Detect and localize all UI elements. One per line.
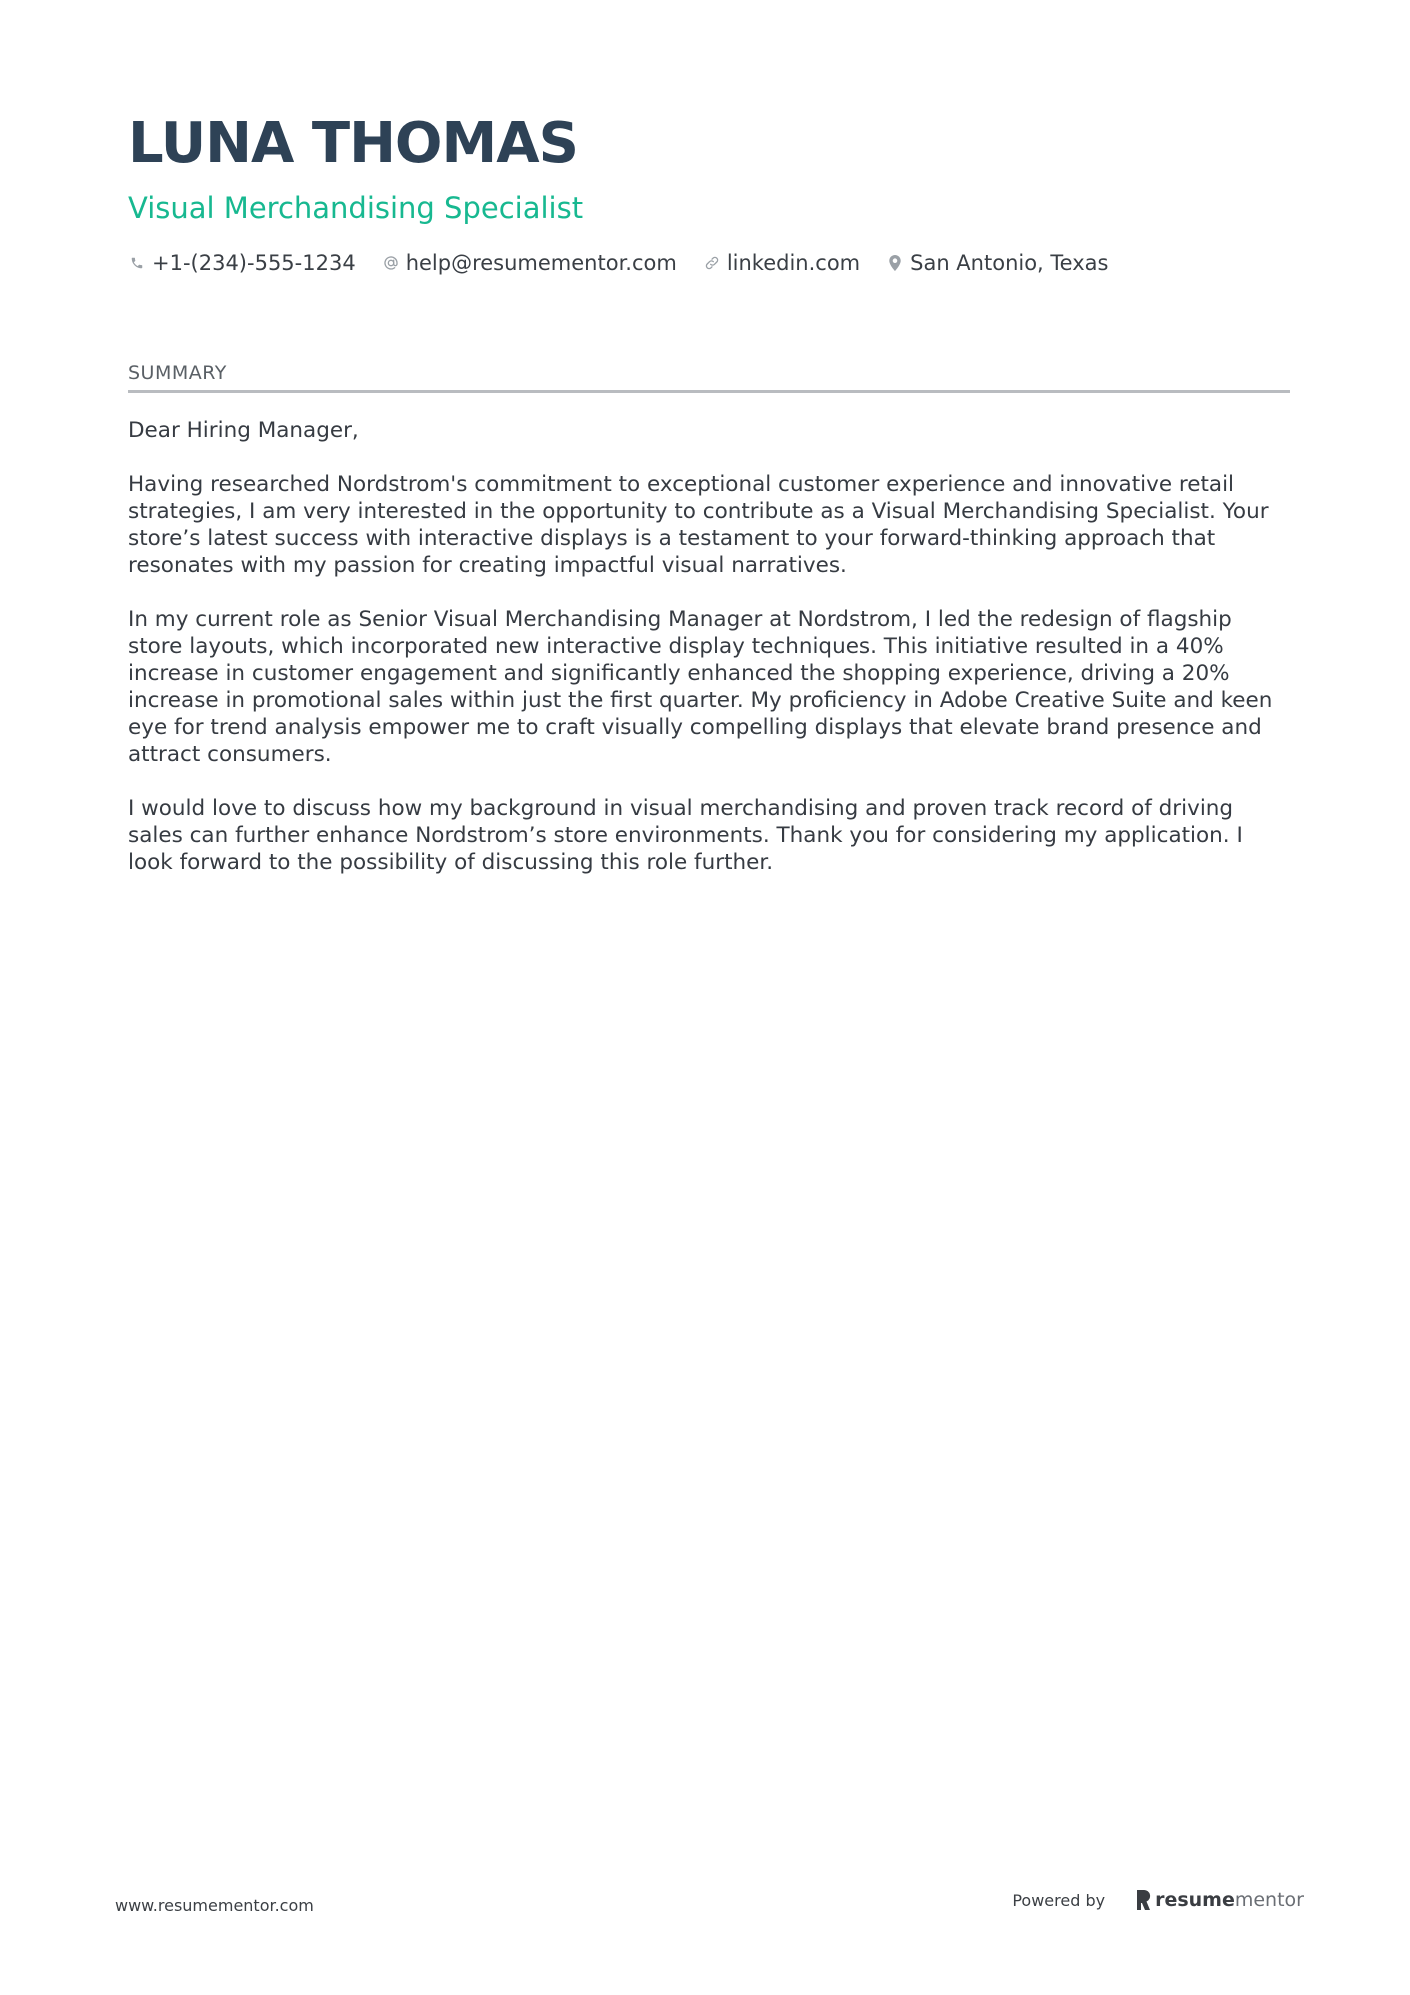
contact-phone: [128, 248, 356, 278]
contact-bar: [128, 248, 1288, 278]
contact-linkedin: [703, 248, 860, 278]
contact-email-text: help@resumementor.com: [405, 251, 677, 275]
brand-name-bold: resume: [1155, 1889, 1235, 1911]
job-title: Visual Merchandising Specialist: [128, 191, 584, 225]
summary-section: [128, 360, 1290, 903]
contact-location-text: San Antonio, Texas: [910, 251, 1109, 275]
at-icon: [382, 254, 400, 272]
resumementor-logo-icon: [1135, 1890, 1151, 1910]
contact-phone-text: +1-(234)-555-1234: [152, 251, 356, 275]
brand-logo[interactable]: [1135, 1889, 1304, 1911]
cover-letter-body: [128, 417, 1290, 876]
paragraph-2: In my current role as Senior Visual Merchandising Manager at Nordstrom, I led the redesign of flagship store layouts, which incorporated new interactive display techniques. This initiative resulted in a 40% increase in customer engagement and significantly enhanced the shopping experience, driving a 20% increase in promotional sales within just the first quarter. My proficiency in Adobe Creative Suite and keen eye for trend analysis empower me to craft visually compelling displays that elevate brand presence and attract consumers.: [128, 607, 1273, 767]
footer-branding: [1012, 1889, 1304, 1911]
paragraph-3: I would love to discuss how my background in visual merchandising and proven track record of driving sales can further enhance Nordstrom’s store environments. Thank you for considering my application. I look forward to the possibility of discussing this role further.: [128, 796, 1243, 875]
phone-icon: [128, 254, 146, 272]
location-pin-icon: [886, 254, 904, 272]
section-title: SUMMARY: [128, 360, 1290, 393]
candidate-name: LUNA THOMAS: [128, 111, 578, 176]
salutation: Dear Hiring Manager,: [128, 418, 359, 443]
contact-location: [886, 248, 1108, 278]
powered-by-label: Powered by: [1012, 1890, 1106, 1910]
header: [128, 110, 1288, 278]
contact-linkedin-text: linkedin.com: [726, 251, 861, 275]
brand-name-light: mentor: [1234, 1889, 1304, 1911]
link-icon: [703, 254, 721, 272]
paragraph-1: Having researched Nordstrom's commitment to exceptional customer experience and innovative retail strategies, I am very interested in the opportunity to contribute as a Visual Merchandising Specialist. Your store’s latest success with interactive displays is a testament to your forward-thinking approach that resonates with my passion for creating impactful visual narratives.: [128, 472, 1269, 578]
contact-email: [382, 248, 677, 278]
footer-website[interactable]: www.resumementor.com: [115, 1896, 314, 1915]
